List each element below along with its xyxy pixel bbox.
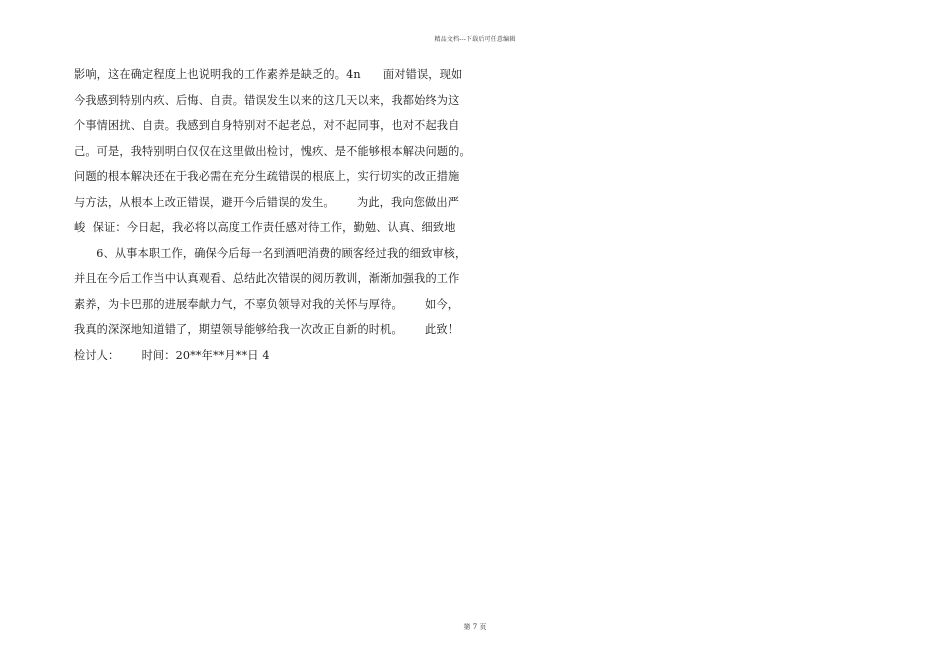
text-line: 检讨人： 时间：20**年**月**日 4: [74, 348, 270, 362]
text-line: 6、从事本职工作，确保今后每一名到酒吧消费的顾客经过我的细致审核，: [74, 246, 467, 260]
text-line: 个事情困扰、自责。我感到自身特别对不起老总，对不起同事，也对不起我自: [74, 119, 460, 132]
text-line: 素养，为卡巴那的进展奉献力气，不辜负领导对我的关怀与厚待。 如今，: [74, 297, 460, 311]
text-line: 影响，这在确定程度上也说明我的工作素养是缺乏的。4n 面对错误，现如: [74, 68, 463, 81]
page-header: 精品文档---下载后可任意编辑: [434, 36, 516, 43]
text-line: 并且在今后工作当中认真观看、总结此次错误的阅历教训，渐渐加强我的工作: [74, 272, 460, 285]
text-line: 与方法，从根本上改正错误，避开今后错误的发生。 为此，我向您做出严: [74, 195, 460, 209]
text-line: 己。可是，我特别明白仅仅在这里做出检讨，愧疚、是不能够根本解决问题的。: [74, 144, 471, 158]
text-line: 今我感到特别内疚、后悔、自责。错误发生以来的这几天以来，我都始终为这: [74, 93, 460, 107]
text-line: 峻 保证：今日起，我必将以高度工作责任感对待工作，勤勉、认真、细致地: [74, 221, 456, 234]
document-body: [74, 66, 494, 372]
text-line: 我真的深深地知道错了，期望领导能够给我一次改正自新的时机。 此致！: [74, 323, 460, 336]
text-line: 问题的根本解决还在于我必需在充分生疏错误的根底上，实行切实的改正措施: [74, 170, 460, 183]
page-number: 第 7 页: [463, 623, 487, 631]
